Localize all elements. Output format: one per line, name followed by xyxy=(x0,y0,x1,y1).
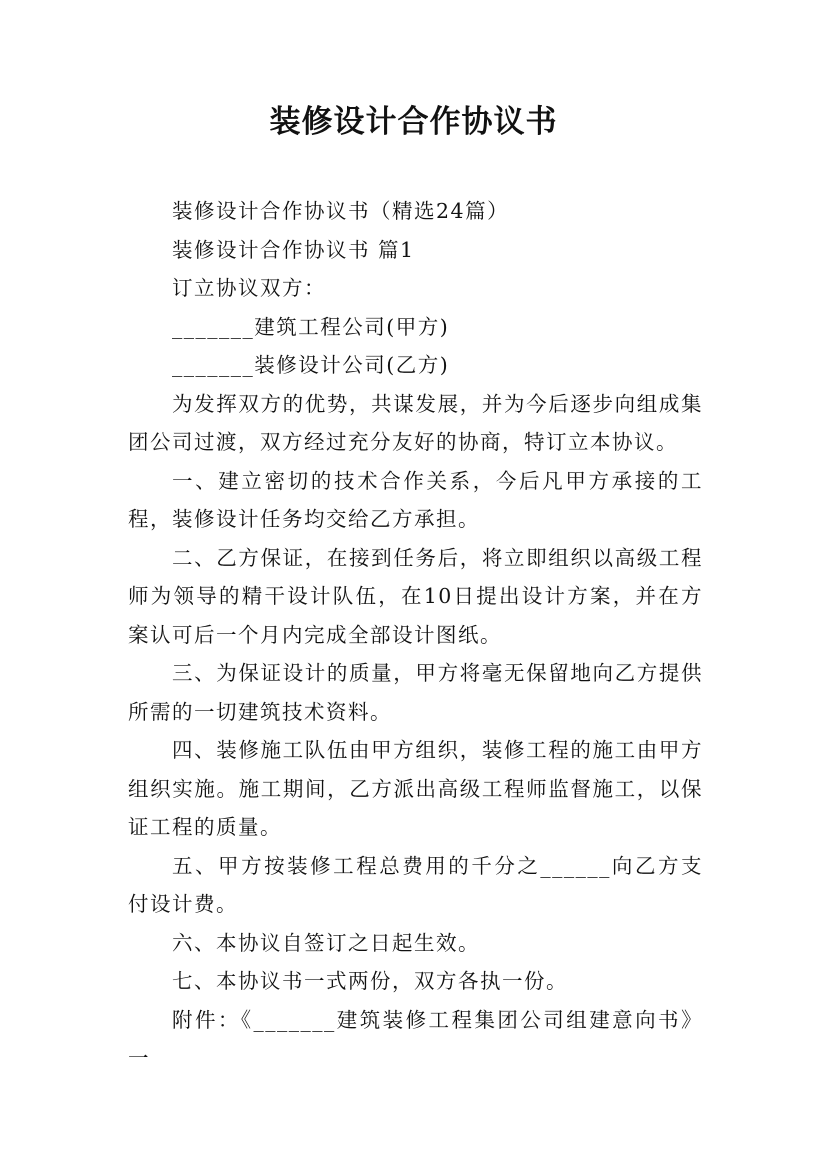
subtitle-line: 装修设计合作协议书（精选24篇） xyxy=(172,199,510,223)
parties-label: 订立协议双方： xyxy=(172,276,326,300)
party-b-line: _______装修设计公司(乙方) xyxy=(172,353,450,377)
paragraph-clause-7: 七、本协议书一式两份，双方各执一份。 xyxy=(172,969,568,993)
document-title: 装修设计合作协议书 xyxy=(269,104,558,140)
paragraph-clause-4: 四、装修施工队伍由甲方组织，装修工程的施工由甲方组织实施。施工期间，乙方派出高级工程师监督施工，以保证工程的质量。 xyxy=(128,738,703,839)
paragraph-clause-2: 二、乙方保证，在接到任务后，将立即组织以高级工程师为领导的精干设计队伍，在10日提出设计方案，并在方案认可后一个月内完成全部设计图纸。 xyxy=(128,545,703,647)
paragraph-clause-5: 五、甲方按装修工程总费用的千分之______向乙方支付设计费。 xyxy=(128,853,703,916)
document-body xyxy=(128,192,703,1078)
paragraph-clause-1: 一、建立密切的技术合作关系，今后凡甲方承接的工程，装修设计任务均交给乙方承担。 xyxy=(128,468,703,531)
party-a-line: _______建筑工程公司(甲方) xyxy=(172,314,450,339)
paragraph-clause-6: 六、本协议自签订之日起生效。 xyxy=(172,930,480,955)
section-heading: 装修设计合作协议书 篇1 xyxy=(172,237,415,262)
paragraph-attachment: 附件：《_______建筑装修工程集团公司组建意向书》一 xyxy=(128,1007,703,1070)
paragraph-intro: 为发挥双方的优势，共谋发展，并为今后逐步向组成集团公司过渡，双方经过充分友好的协商，特订立本协议。 xyxy=(128,391,703,454)
paragraph-clause-3: 三、为保证设计的质量，甲方将毫无保留地向乙方提供所需的一切建筑技术资料。 xyxy=(128,661,703,724)
